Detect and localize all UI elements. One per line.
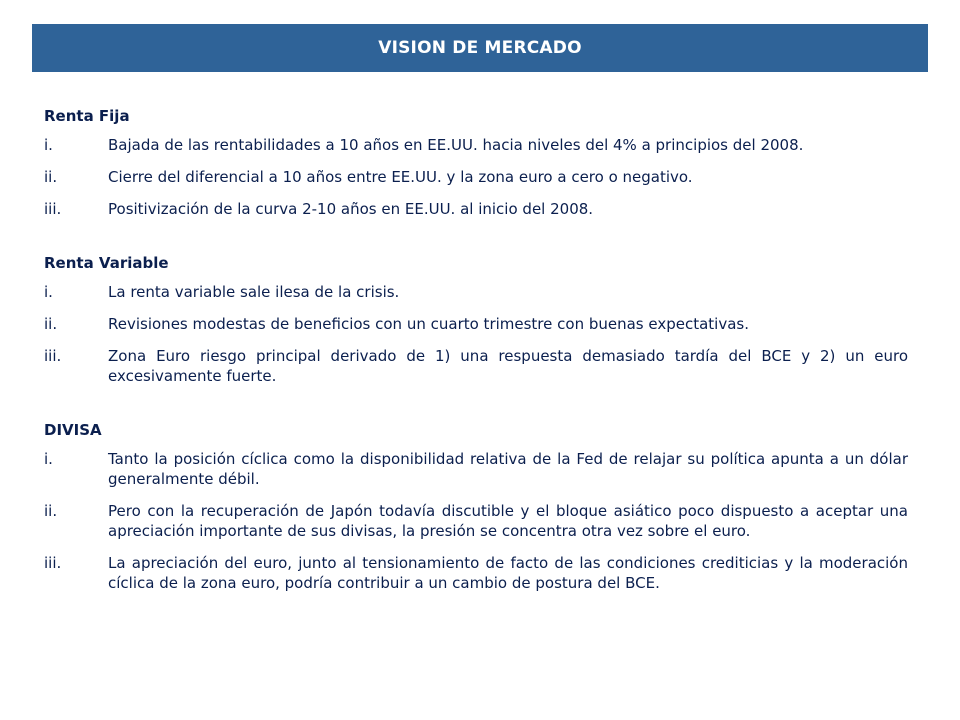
section-heading: DIVISA [44,421,102,439]
list-item [44,314,908,334]
list-item [44,501,908,541]
slide-content [44,106,908,593]
list-marker: i. [44,450,53,468]
list-item-text: La renta variable sale ilesa de la crisis. [108,283,400,301]
list-item-text: Zona Euro riesgo principal derivado de 1) una respuesta demasiado tardía del BCE y 2) un euro excesivamente fuerte. [108,347,908,385]
section-heading: Renta Fija [44,107,130,125]
list-item-text: Cierre del diferencial a 10 años entre EE.UU. y la zona euro a cero o negativo. [108,168,693,186]
list-item-text: Tanto la posición cíclica como la disponibilidad relativa de la Fed de relajar su política apunta a un dólar generalmente débil. [108,450,908,488]
section-heading: Renta Variable [44,254,169,272]
list-item [44,167,908,187]
title-banner [32,24,928,72]
section-renta-fija [44,106,908,219]
list-item-text: La apreciación del euro, junto al tensionamiento de facto de las condiciones crediticias y la moderación cíclica de la zona euro, podría contribuir a un cambio de postura del BCE. [108,554,908,592]
section-divisa [44,420,908,593]
list-marker: ii. [44,502,58,520]
list-item [44,346,908,386]
list-item-text: Pero con la recuperación de Japón todavía discutible y el bloque asiático poco dispuesto a aceptar una apreciación importante de sus divisas, la presión se concentra otra vez sobre el euro. [108,502,908,540]
page-title: VISION DE MERCADO [378,38,582,58]
list-item-text: Revisiones modestas de beneficios con un cuarto trimestre con buenas expectativas. [108,315,749,333]
list-item-text: Bajada de las rentabilidades a 10 años en EE.UU. hacia niveles del 4% a principios del 2008. [108,136,804,154]
list-item-text: Positivización de la curva 2-10 años en EE.UU. al inicio del 2008. [108,200,594,218]
list-item [44,135,908,155]
list-marker: i. [44,283,53,301]
list-item [44,553,908,593]
list-marker: ii. [44,315,58,333]
list-marker: iii. [44,554,62,572]
list-marker: i. [44,136,53,154]
list-marker: iii. [44,200,62,218]
list-marker: ii. [44,168,58,186]
list-item [44,199,908,219]
list-item [44,449,908,489]
list-item [44,282,908,302]
section-renta-variable [44,253,908,386]
list-marker: iii. [44,347,62,365]
